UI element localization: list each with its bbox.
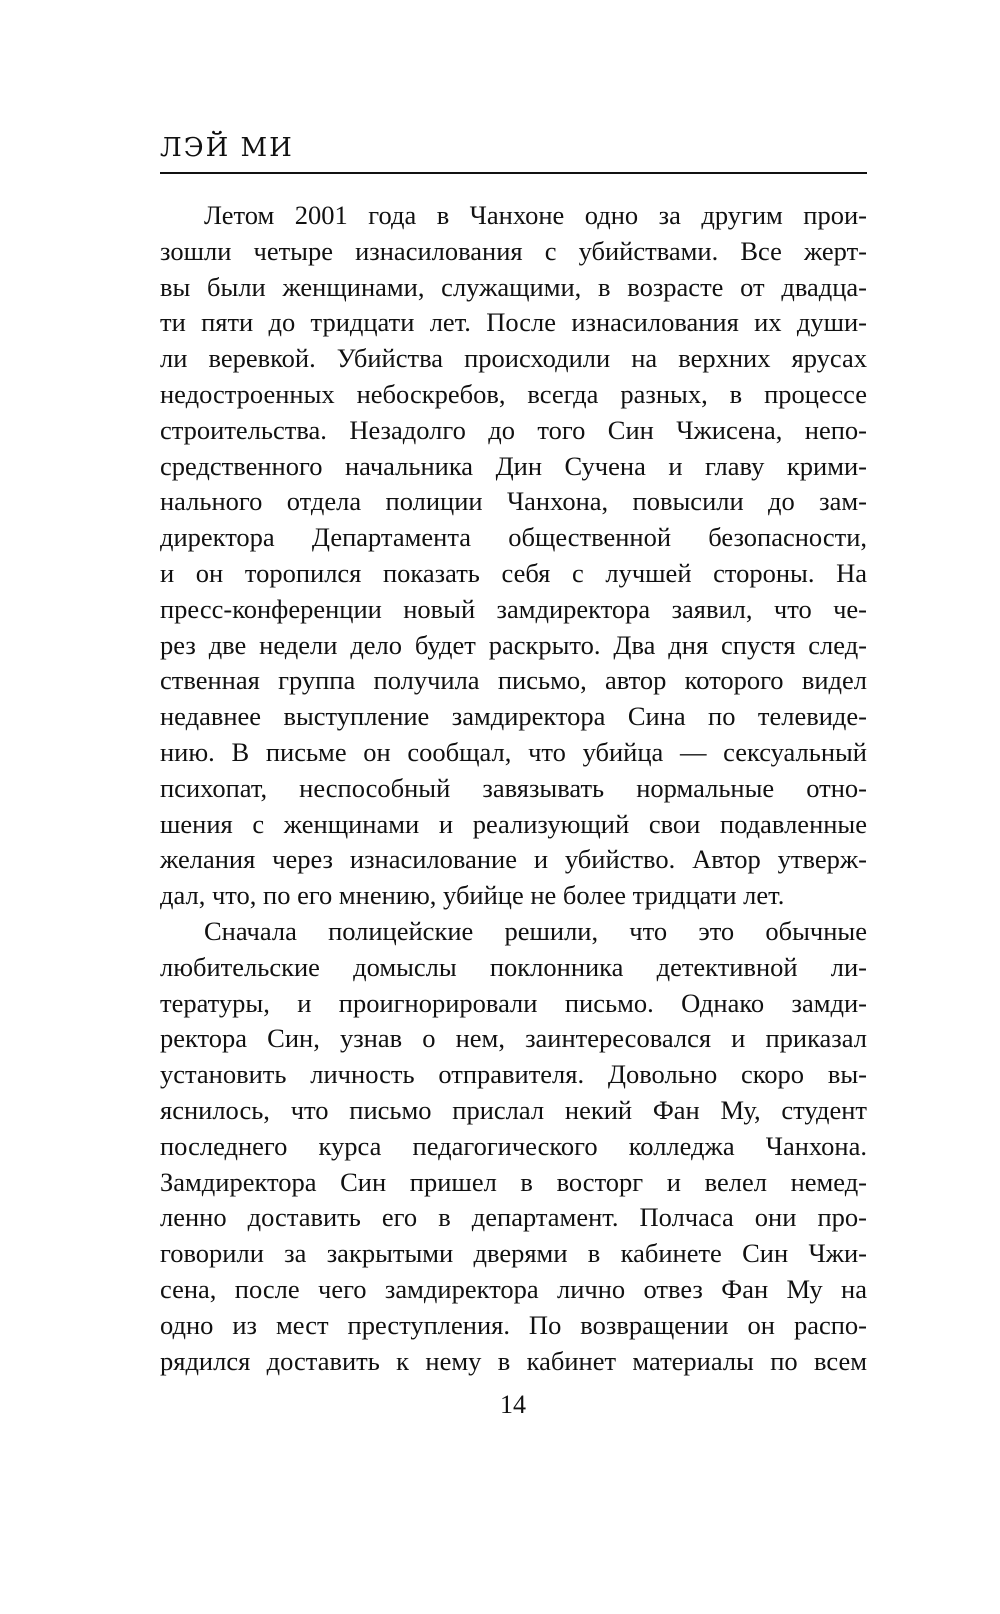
text-line: желания через изнасилование и убийство. Автор утверж-: [160, 844, 867, 875]
text-line: нию. В письме он сообщал, что убийца — сексуальный: [160, 736, 867, 767]
text-line: Сначала полицейские решили, что это обычные: [204, 915, 867, 946]
text-line: тературы, и проигнорировали письмо. Однако замди-: [160, 987, 867, 1018]
text-line: любительские домыслы поклонника детективной ли-: [160, 951, 867, 982]
text-line: шения с женщинами и реализующий свои подавленные: [160, 808, 867, 839]
text-line: недавнее выступление замдиректора Сина по телевиде-: [160, 701, 867, 732]
text-line: строительства. Незадолго до того Син Чжисена, непо-: [160, 414, 867, 445]
text-line: ти пяти до тридцати лет. После изнасилования их души-: [160, 307, 867, 338]
text-line: рядился доставить к нему в кабинет материалы по всем: [160, 1345, 867, 1376]
text-line: яснилось, что письмо прислал некий Фан Му, студент: [160, 1094, 867, 1125]
text-line: последнего курса педагогического колледжа Чанхона.: [160, 1130, 867, 1161]
running-head-author: ЛЭЙ МИ: [160, 133, 294, 163]
text-line: ленно доставить его в департамент. Полчаса они про-: [160, 1202, 867, 1233]
text-line: ли веревкой. Убийства происходили на верхних ярусах: [160, 343, 867, 374]
text-line: Замдиректора Син пришел в восторг и велел немед-: [160, 1166, 867, 1197]
header-rule: [160, 172, 867, 174]
text-line: нального отдела полиции Чанхона, повысили до зам-: [160, 486, 867, 517]
text-line: ректора Син, узнав о нем, заинтересовался и приказал: [160, 1023, 867, 1054]
text-line: пресс-конференции новый замдиректора заявил, что че-: [160, 593, 867, 624]
text-line: установить личность отправителя. Довольно скоро вы-: [160, 1059, 867, 1090]
text-line: вы были женщинами, служащими, в возрасте от двадца-: [160, 271, 867, 302]
text-line: Летом 2001 года в Чанхоне одно за другим прои-: [204, 200, 867, 230]
text-line: рез две недели дело будет раскрыто. Два дня спустя след-: [160, 629, 867, 660]
text-line: средственного начальника Дин Сучена и главу крими-: [160, 450, 867, 481]
text-line: психопат, неспособный завязывать нормальные отно-: [160, 772, 867, 803]
text-line: и он торопился показать себя с лучшей стороны. На: [160, 557, 867, 588]
text-line: сена, после чего замдиректора лично отвез Фан Му на: [160, 1273, 867, 1304]
text-line: одно из мест преступления. По возвращении он распо-: [160, 1309, 867, 1340]
text-line: недостроенных небоскребов, всегда разных, в процессе: [160, 378, 867, 409]
text-line: дал, что, по его мнению, убийце не более тридцати лет.: [160, 880, 785, 911]
text-line: директора Департамента общественной безопасности,: [160, 522, 867, 553]
body-text: [160, 198, 867, 1379]
page-number: 14: [500, 1390, 526, 1419]
text-line: зошли четыре изнасилования с убийствами. Все жерт-: [160, 235, 867, 266]
text-line: ственная группа получила письмо, автор которого видел: [160, 665, 867, 696]
text-line: говорили за закрытыми дверями в кабинете Син Чжи-: [160, 1238, 867, 1269]
